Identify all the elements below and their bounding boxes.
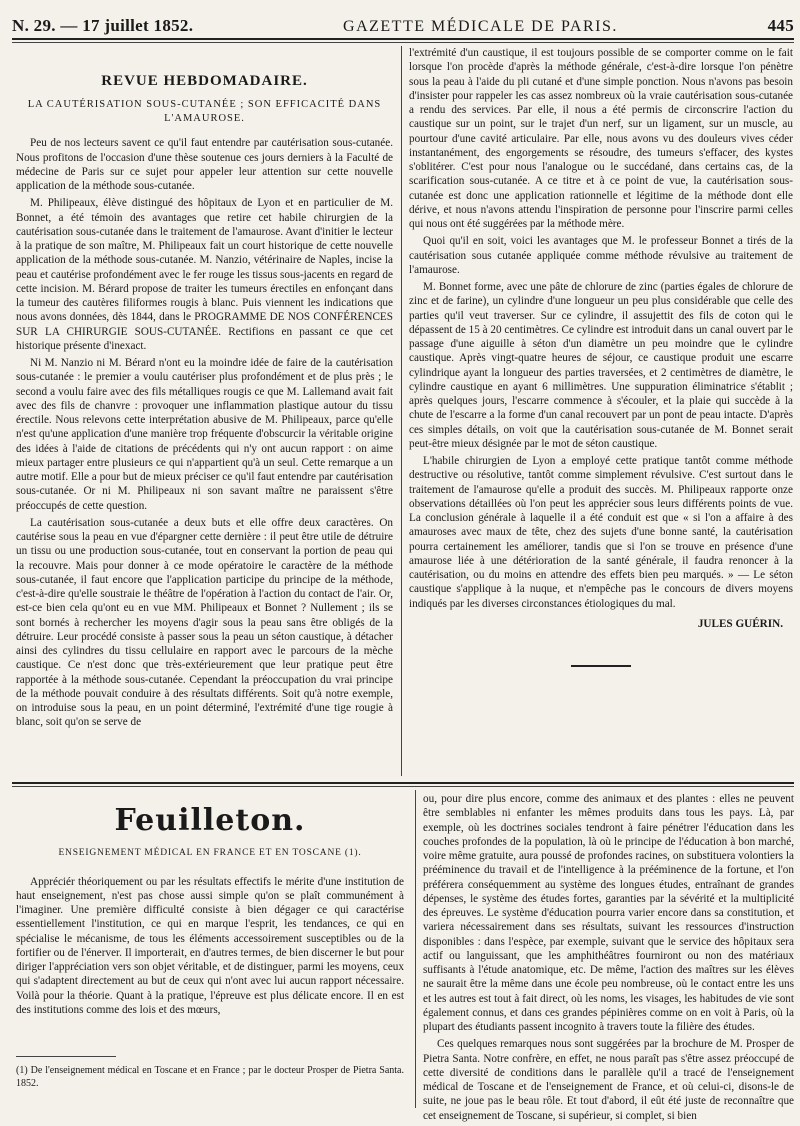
review-subtitle: LA CAUTÉRISATION SOUS-CUTANÉE ; SON EFFICACITÉ DANS L'AMAUROSE. [27,99,382,125]
section-separator [571,665,631,667]
footnote-rule [16,1056,116,1057]
feuilleton-divider [415,790,416,1108]
feuilleton-rule-thin [12,786,794,787]
footnote: (1) De l'enseignement médical en Toscane et en France ; par le docteur Prosper de Pietra Santa. 1852. [16,1065,404,1089]
review-paragraph: L'habile chirurgien de Lyon a employé cette pratique tantôt comme méthode destructive ou résolutive, tantôt comme simplement révulsive. C'est surtout dans le traitement de l'amaurose qu'elle a produit des succès. M. Philipeaux rapporte onze observations détaillées où l'on peut les apprécier sous leurs différents points de vue. La conclusion générale à laquelle il a été conduit est que « si l'on a affaire à des amauroses avec maux de tête, chez des sujets d'une bonne santé, la cautérisation pourra certainement les améliorer, tandis que si l'on se trouve en présence d'une amaurose liée à une détérioration de la santé générale, il faudra renoncer à la cautérisation, ou du moins en attendre des effets bien peu marqués. » — Le séton caustique s'applique à la nuque, et n'empêche pas le concours de divers moyens indiqués par les diverses circonstances étiologiques du mal. [409,455,793,610]
review-paragraph: M. Philipeaux, élève distingué des hôpitaux de Lyon et en particulier de M. Bonnet, a été témoin des avantages que retire cet habile chirurgien de la cautérisation sous-cutanée dans le traitement de l'amaurose. Avant d'initier le lecteur à la pratique de son maître, M. Philipeaux fait un court historique de cette nouvelle application de la méthode sous-cutanée. M. Nanzio, vétérinaire de Naples, incise la peau et cautérise profondément avec le fer rouge les tissus sous-jacents en regard de cette incision. M. Bérard propose de traiter les tumeurs érectiles en enfonçant dans la tumeur des cautères filiformes rougis à blanc. Puis viennent les indications que nous avons données, dès 1844, dans le PROGRAMME DE NOS CONFÉRENCES SUR LA CHIRURGIE SOUS-CUTANÉE. Rectifions en passant ce que cet historique présente d'inexact. [16,197,393,352]
feuilleton-title: Feuilleton. [114,803,306,838]
feuilleton-paragraph: ou, pour dire plus encore, comme des animaux et des plantes : elles ne peuvent être semblables ni enfanter les mêmes produits dans tous les pays. Là, par exemple, où les doctrines sociales tendront à faire pénétrer l'éducation dans les couches profondes de la population, là où le principe de l'éducation à bon marché, voire même gratuite, aura poussé de profondes racines, on substituera volontiers la prééminence du travail et de l'intelligence à la prééminence de la fortune, et l'on préférera conséquemment au système des longues études, entraînant de grandes dépenses, le système des études fortes, garanties par la sévérité et la multiplicité des épreuves. Le système d'éducation pourra varier encore dans sa constitution, et variera nécessairement dans ses résultats, suivant les ressources d'instruction disponibles : dans l'espèce, par exemple, suivant que le service des hôpitaux sera actif ou languissant, que les amphithéâtres fourniront ou non des matériaux suffisants à l'étude anatomique, etc. De même, l'action des maîtres sur les élèves ne saurait être la même dans une école peu nombreuse, où le contact entre les uns et les autres est tout à fait direct, où les noms, les visages, les habitudes de vie sont également connus, et dans ces grandes pépinières comme on en voit à Paris, où la plupart des étudiants passent incognito à travers toute la filière des études. [423,793,794,1033]
feuilleton-paragraph: Appréciér théoriquement ou par les résultats effectifs le mérite d'une institution de haut enseignement, n'est pas chose aussi simple qu'on se plaît communément à l'imaginer. Une première difficulté consiste à bien dégager ce qui caractérise essentiellement l'institution, ce qui en marque l'esprit, les tendances, ce qui en spécialise le mécanisme, de tous les éléments accessoirement susceptibles ou de la fortifier ou de l'énerver. Il importerait, en d'autres termes, de bien discerner le but pour diriger l'appréciation vers son objet véritable, et de distinguer, parmi les moyens, ceux qui s'adaptent directement au but de ceux qui n'ont avec lui aucun rapport nécessaire. Voilà pour la théorie. Quant à la pratique, l'épreuve est plus délicate encore. Il en est des institutions comme des lois et des mœurs, [16,875,404,1016]
review-paragraph: Ni M. Nanzio ni M. Bérard n'ont eu la moindre idée de faire de la cautérisation sous-cutanée : le premier a voulu cautériser plus profondément et de plus près ; le second a voulu faire avec des fils métalliques rougis ce que M. Lallemand avait fait avec des fils de chanvre : provoquer une inflammation plastique autour du tissu érectile. Nous relevons cette interprétation abusive de M. Philipeaux, parce qu'elle n'est qu'une application d'une manière trop fréquente d'obscurcir la véritable origine des idées à l'aide de citations de précédents qui n'y ont aucun rapport : on aime mieux partager entre plusieurs ce qui n'appartient qu'à un seul. Cette remarque a un autre motif. Elle a pour but de mieux préciser ce qu'il faut entendre par cautérisation sous-cutanée. Or ni M. Philipeaux ni son savant maître ne paraissent s'être préoccupés de cette question. [16,357,393,512]
review-paragraph: Quoi qu'il en soit, voici les avantages que M. le professeur Bonnet a tirés de la cautérisation sous cutanée appliquée comme méthode révulsive au traitement de l'amaurose. [409,235,793,276]
feuilleton-column-left [16,800,404,1020]
review-paragraph: l'extrémité d'un caustique, il est toujours possible de se comporter comme on le fait lorsque l'on procède d'après la méthode générale, c'est-à-dire lorsque l'on pénètre sous la peau à l'aide du pli cutané et d'une simple ponction. Nous n'avons pas besoin d'insister pour rappeler les cas assez nombreux où la vraie cautérisation sous-cutanée a rendu des services. Par elle, il nous a été permis de circonscrire l'action du caustique sur un point, sur le trajet d'un nerf, sur un ligament, sur un muscle, au pourtour d'une cavité articulaire. Par elle, nous avons vu des douleurs vives céder instantanément, des engorgements se résoudre, des tumeurs s'effacer, des kystes s'oblitérer. C'est pour nous l'analogue ou le succédané, dans certains cas, de la scarification sous-cutanée. A ce titre et à ce point de vue, la cautérisation sous-cutanée est donc une application rationnelle et légitime de la méthode dont elle dérive, et nous n'avons attendu l'inspiration de personne pour l'inscrire parmi celles qui nous ont été suggérées par la méthode mère. [409,47,793,230]
page-header [12,10,794,36]
review-paragraph: Peu de nos lecteurs savent ce qu'il faut entendre par cautérisation sous-cutanée. Nous profitons de l'occasion d'une thèse soutenue ces jours derniers à la Faculté de médecine de Paris sur ce sujet pour appeler leur attention sur cette nouvelle application de la méthode sous-cutanée. [16,137,393,192]
newspaper-page [12,0,794,1122]
review-paragraph: La cautérisation sous-cutanée a deux buts et elle offre deux caractères. On cautérise sous la peau en vue d'épargner cette dernière : il peut être utile de détruire un tissu ou une production sous-cutanée, tout en conservant la portion de peau qui la recouvre. Mais pour donner à ce mode opératoire le caractère de la méthode sous-cutanée, il faut encore que l'application participe du principe de la méthode, c'est-à-dire qu'elle soustraie le théâtre de l'opération à l'action du contact de l'air. Or, est-ce bien cela qu'ont eu en vue MM. Philipeaux et Bonnet ? Nullement ; ils se sont bornés à rechercher les moyens d'agir sous la peau sans être obligés de la détruire. Leur procédé consiste à passer sous la peau un séton caustique, à détacher ainsi des cylindres du tissu cellulaire en rapport avec le parcours de la mèche caustique. Ce n'est donc que très-extérieurement que leur pratique peut être rapportée à la méthode sous-cutanée. Cependant la préoccupation du vrai principe de la méthode pouvait conduire à des résultats différents. Soit qu'à notre exemple, on introduise sous la peau, en un point déterminé, l'extrémité d'une tige rougie à blanc, soit qu'on se serve de [16,516,393,729]
publication-title: GAZETTE MÉDICALE DE PARIS. [343,18,618,35]
review-column-right [409,46,793,667]
page-number: 445 [767,16,794,35]
header-rule [12,38,794,40]
header-rule-thin [12,42,794,43]
review-paragraph: M. Bonnet forme, avec une pâte de chlorure de zinc (parties égales de chlorure de zinc et de farine), un cylindre d'une longueur un peu plus considérable que celle des parties qu'il veut traverser. Sur ce cylindre, il assujettit des fils de coton qui le dépassent de 15 à 20 centimètres. Ce cylindre est introduit dans un canal ouvert par le passage d'une aiguille à séton d'un diamètre un peu moindre que le cylindre caustique. Après vingt-quatre heures de séjour, ce caustique produit une escarre cylindrique ayant la longueur des parties traversées, et 2 centimètres de diamètre, le cylindre caustique en ayant 6 millimètres. Une suppuration éliminatrice s'établit ; après quelques jours, l'escarre commence à s'écouler, et la plaie qui succède à la chute de l'escarre a la forme d'un canal recouvert par un pont de peau intacte. D'après ces simples détails, on voit que la cautérisation sous-cutanée de M. Bonnet serait peut-être mieux désignée par le mot de séton caustique. [409,281,793,450]
feuilleton-subtitle: ENSEIGNEMENT MÉDICAL EN FRANCE ET EN TOSCANE (1). [58,848,362,859]
feuilleton-paragraph: Ces quelques remarques nous sont suggérées par la brochure de M. Prosper de Pietra Santa. Notre confrère, en effet, ne nous paraît pas s'être assez préoccupé de cette diversité de conditions dans le parallèle qu'il a tracé de l'enseignement médical de Toscane et de l'enseignement de France, et où celui-ci, disons-le de suite, ne joue pas le beau rôle. Et tout d'abord, il eût été juste de reconnaître que cet enseignement de Toscane, si supérieur, si complet, si bien [423,1038,794,1122]
feuilleton-column-right [423,792,794,1126]
issue-date: N. 29. — 17 juillet 1852. [12,16,194,35]
column-divider [401,46,402,776]
review-column-left [16,60,393,733]
author-signature: JULES GUÉRIN. [697,617,783,630]
review-title: REVUE HEBDOMADAIRE. [101,73,308,89]
feuilleton-rule [12,782,794,784]
